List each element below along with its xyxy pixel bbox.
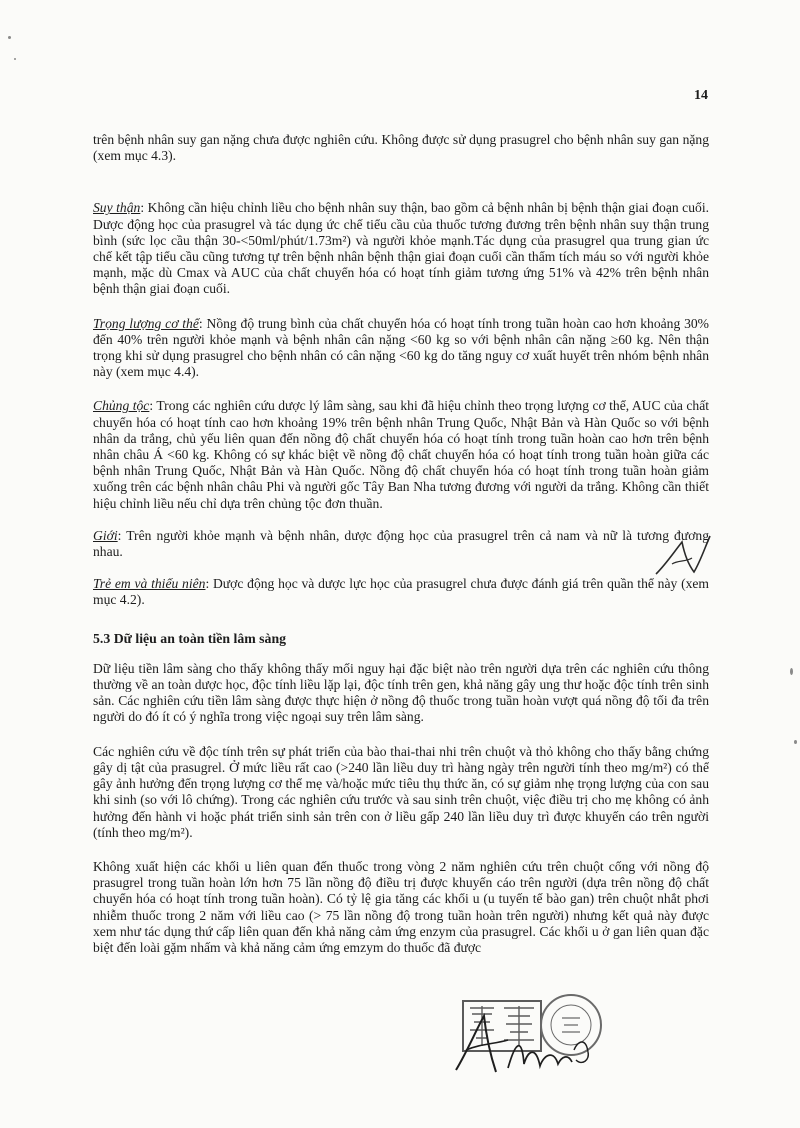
handwritten-signature xyxy=(450,1010,600,1080)
scan-speck xyxy=(8,36,11,39)
paragraph-hepatic-continued: trên bệnh nhân suy gan nặng chưa được nghiên cứu. Không được sử dụng prasugrel cho bệnh nhân suy gan nặng (xem mục 4.3). xyxy=(93,132,709,164)
document-body xyxy=(93,132,709,956)
margin-initials-mark xyxy=(652,534,712,584)
paragraph-body-weight xyxy=(93,316,709,381)
term-renal-impairment: Suy thận xyxy=(93,200,141,216)
term-paediatric: Trẻ em và thiếu niên xyxy=(93,576,206,592)
paragraph-ethnicity xyxy=(93,398,709,511)
paragraph-text: : Dược động học và dược lực học của prasugrel chưa được đánh giá trên quần thể này (xem mục 4.2). xyxy=(93,576,709,608)
paragraph-text: : Không cần hiệu chỉnh liều cho bệnh nhân suy thận, bao gồm cả bệnh nhân bị bệnh thận giai đoạn cuối. Dược động học của prasugrel và tác dụng ức chế tiểu cầu của thuốc tương đương trên bệnh nhân suy thận trung bình (sức lọc cầu thận 30-<50ml/phút/1.73m²) và người khỏe mạnh.Tác dụng của prasugrel qua trung gian ức chế kết tập tiểu cầu cũng tương tự trên bệnh nhân bệnh thận giai đoạn cuối cần thẩm tích máu so với người khỏe mạnh, mặc dù Cmax và AUC của chất chuyển hóa có hoạt tính giảm tương ứng 51% và 42% trên bệnh nhân bệnh thận giai đoạn cuối. xyxy=(93,200,709,297)
scan-speck xyxy=(14,58,16,60)
scan-speck xyxy=(790,668,793,675)
paragraph-carcinogenicity: Không xuất hiện các khối u liên quan đến thuốc trong vòng 2 năm nghiên cứu trên chuột cống với nồng độ prasugrel trong tuần hoàn lớn hơn 75 lần nồng độ điều trị được khuyến cáo trên người (dựa trên nồng độ chất chuyển hóa có hoạt tính trong tuần hoàn). Có tỷ lệ gia tăng các khối u (u tuyến tế bào gan) trên chuột nhắt phơi nhiễm thuốc trong 2 năm với liều cao (> 75 lần nồng độ trong tuần hoàn trên người) nhưng kết quả này được xem như tác dụng thứ cấp liên quan đến khả năng cảm ứng enzym của prasugrel. Các khối u ở gan liên quan đặc biệt đến loài gặm nhấm và khả năng cảm ứng emzym do thuốc đã được xyxy=(93,858,709,955)
page-number: 14 xyxy=(694,88,708,103)
section-heading: 5.3 Dữ liệu an toàn tiền lâm sàng xyxy=(93,630,287,646)
term-gender: Giới xyxy=(93,527,118,543)
paragraph-developmental-toxicity: Các nghiên cứu về độc tính trên sự phát triển của bào thai-thai nhi trên chuột và thỏ không cho thấy bằng chứng gây dị tật của prasugrel. Ở mức liều rất cao (>240 lần liều duy trì hàng ngày trên người tính theo mg/m²) có thể gây ảnh hưởng đến trọng lượng cơ thể mẹ và/hoặc mức tiêu thụ thức ăn, có sự giảm nhẹ trọng lượng của con sau khi sinh (so với lô chứng). Trong các nghiên cứu trước và sau sinh trên chuột, việc điều trị cho mẹ không có ảnh hưởng đến hành vi hoặc phát triển sinh sản trên con ở liều gấp 240 lần liều duy trì được khuyến cáo trên người (tính theo mg/m²). xyxy=(93,743,709,840)
term-body-weight: Trọng lượng cơ thể xyxy=(93,315,199,331)
term-ethnicity: Chủng tộc xyxy=(93,398,150,414)
paragraph-paediatric xyxy=(93,576,709,608)
paragraph-gender xyxy=(93,528,709,560)
paragraph-text: : Nồng độ trung bình của chất chuyển hóa có hoạt tính trong tuần hoàn cao hơn khoảng 30% đến 40% trên người khỏe mạnh và bệnh nhân cân nặng <60 kg so với bệnh nhân cân nặng ≥60 kg. Nên thận trọng khi sử dụng prasugrel cho bệnh nhân có cân nặng <60 kg do tăng nguy cơ xuất huyết trên nhóm bệnh nhân này (xem mục 4.4). xyxy=(93,315,710,380)
paragraph-preclinical-summary: Dữ liệu tiền lâm sàng cho thấy không thấy mối nguy hại đặc biệt nào trên người dựa trên các nghiên cứu thông thường về an toàn dược học, độc tính liều lặp lại, độc tính trên gen, khả năng gây ung thư hoặc độc tính trên sinh sản. Các nghiên cứu tiền lâm sàng được thực hiện ở nồng độ thuốc trong tuần hoàn vượt quá nồng độ tối đa trên người do đó ít có ý nghĩa trong việc ngoại suy trên lâm sàng. xyxy=(93,660,709,725)
paragraph-text: : Trong các nghiên cứu dược lý lâm sàng, sau khi đã hiệu chỉnh theo trọng lượng cơ thể, AUC của chất chuyển hóa có hoạt tính cao hơn khoảng 19% trên bệnh nhân Trung Quốc, Nhật Bản và Hàn Quốc so với bệnh nhân da trắng, chủ yếu liên quan đến nồng độ chất chuyển hóa có hoạt tính trong tuần hoàn cao hơn trên bệnh nhân châu Á <60 kg. Không có sự khác biệt về nồng độ chất chuyển hóa có hoạt tính trong tuần hoàn giữa các bệnh nhân Trung Quốc, Nhật Bản và Hàn Quốc. Nồng độ chất chuyển hóa có hoạt tính trong tuần hoàn giảm xuống trên các bệnh nhân châu Phi và người gốc Tây Ban Nha tương đương với người da trắng. Không cần thiết hiệu chỉnh liều nếu chỉ dựa trên chủng tộc đơn thuần. xyxy=(93,398,710,511)
paragraph-text: : Trên người khỏe mạnh và bệnh nhân, dược động học của prasugrel trên cả nam và nữ là tương đương nhau. xyxy=(93,527,709,560)
scan-speck xyxy=(794,740,797,744)
paragraph-renal-impairment xyxy=(93,200,709,297)
